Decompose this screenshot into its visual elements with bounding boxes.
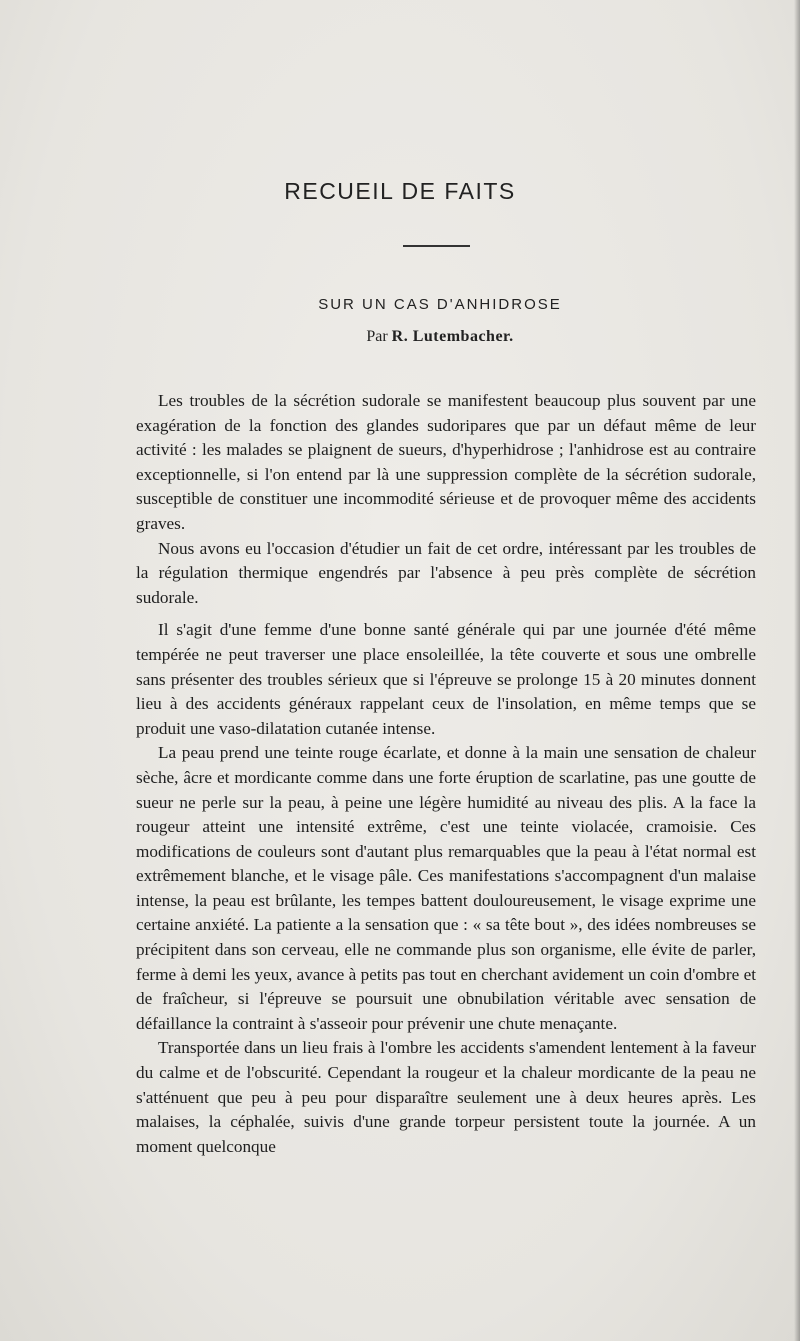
article-title: SUR UN CAS D'ANHIDROSE (318, 296, 562, 313)
section-title: RECUEIL DE FAITS (284, 178, 516, 204)
paragraph-4: La peau prend une teinte rouge écarlate, et donne à la main une sensation de chaleur sèche, âcre et mordicante comme dans une forte éruption de scarlatine, pas une goutte de sueur ne perle sur la peau, à peine une légère humidité au niveau des plis. A la face la rougeur atteint une intensité extrême, c'est une teinte violacée, cramoisie. Ces modifications de couleurs sont d'autant plus remarquables que la peau à l'état normal est extrêmement blanche, et le visage pâle. Ces manifestations s'accompagnent d'un malaise intense, la peau est brûlante, les tempes battent douloureusement, le visage exprime une certaine anxiété. La patiente a la sensation que : « sa tête bout », des idées nombreuses se précipitent dans son cerveau, elle ne commande plus son organisme, elle évite de parler, ferme à demi les yeux, avance à petits pas tout en cherchant avidement un coin d'ombre et de fraîcheur, si l'épreuve se poursuit une obnubilation véritable avec sensation de défaillance la contraint à s'asseoir pour prévenir une chute menaçante. (136, 743, 756, 1033)
paragraph-3: Il s'agit d'une femme d'une bonne santé générale qui par une journée d'été même tempérée ne peut traverser une place ensoleillée, la tête couverte et sous une ombrelle sans présenter des troubles sérieux que si l'épreuve se prolonge 15 à 20 minutes donnent lieu à des accidents généraux rappelant ceux de l'insolation, en même temps que se produit une vaso-dilatation cutanée intense. (136, 620, 756, 738)
paragraph-1: Les troubles de la sécrétion sudorale se manifestent beaucoup plus souvent par une exagération de la fonction des glandes sudoripares que par un défaut même de leur activité : les malades se plaignent de sueurs, d'hyperhidrose ; l'anhidrose est au contraire exceptionnelle, si l'on entend par là une suppression complète de la sécrétion sudorale, susceptible de constituer une incommodité sérieuse et de provoquer même des accidents graves. (136, 391, 756, 533)
author-name: R. Lutembacher. (391, 328, 514, 345)
title-divider (403, 245, 470, 247)
article-body (136, 389, 756, 1159)
paragraph-2: Nous avons eu l'occasion d'étudier un fait de cet ordre, intéressant par les troubles de la régulation thermique engendrés par l'absence à peu près complète de sécrétion sudorale. (136, 538, 756, 607)
author-line (0, 328, 800, 346)
author-prefix: Par (366, 328, 388, 345)
paragraph-5: Transportée dans un lieu frais à l'ombre les accidents s'amendent lentement à la faveur du calme et de l'obscurité. Cependant la rougeur et la chaleur mordicante de la peau ne s'atténuent que peu à peu pour disparaître seulement une à deux heures après. Les malaises, la céphalée, suivis d'une grande torpeur persistent toute la journée. A un moment quelconque (136, 1038, 756, 1156)
